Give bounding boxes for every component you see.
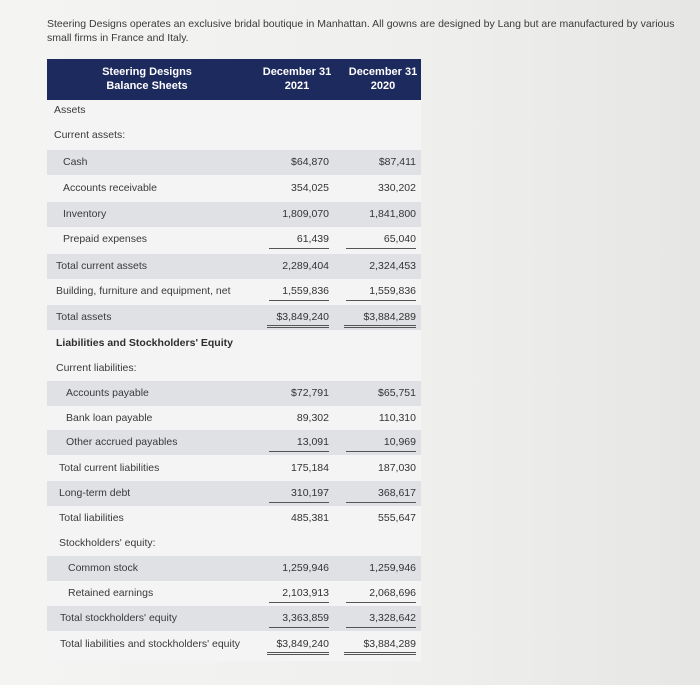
table-row [47, 98, 421, 123]
value-2021: 13,091 [269, 430, 329, 455]
table-row [47, 456, 421, 481]
table-row [47, 606, 421, 631]
table-row [47, 506, 421, 531]
value-2020: 3,328,642 [352, 606, 416, 631]
value-2021: $72,791 [291, 387, 329, 399]
row-label: Total liabilities [59, 512, 124, 524]
row-label: Total current liabilities [59, 462, 160, 474]
value-2020: 330,202 [378, 182, 416, 194]
row-label: Total current assets [56, 260, 148, 272]
value-2020: 368,617 [352, 481, 416, 506]
table-row [47, 556, 421, 581]
value-2021: $3,849,240 [269, 632, 329, 657]
value-2021: 175,184 [291, 462, 329, 474]
row-label: Total stockholders' equity [60, 612, 177, 624]
value-2020: 65,040 [352, 227, 416, 252]
row-label: Cash [63, 156, 88, 168]
row-label: Current liabilities: [56, 362, 137, 374]
table-row [47, 305, 421, 330]
table-row [47, 279, 421, 304]
row-label: Assets [54, 104, 86, 116]
header-col2-line2: 2020 [370, 80, 396, 92]
row-label: Long-term debt [59, 487, 131, 499]
row-label: Accounts receivable [63, 182, 157, 194]
value-2020: 110,310 [378, 412, 416, 424]
row-label: Retained earnings [68, 587, 154, 599]
value-2021: $64,870 [291, 156, 329, 168]
table-row [47, 176, 421, 201]
value-2021: 2,289,404 [282, 260, 329, 272]
table-row [47, 254, 421, 279]
row-label: Stockholders' equity: [59, 537, 156, 549]
value-2021: 61,439 [269, 227, 329, 252]
value-2021: 1,259,946 [282, 562, 329, 574]
table-row [47, 150, 421, 175]
value-2020: 2,068,696 [352, 581, 416, 606]
table-row [47, 632, 421, 657]
header-title [67, 65, 227, 93]
table-row [47, 581, 421, 606]
table-row [47, 331, 421, 356]
balance-sheet-table [47, 59, 421, 661]
value-2021: 485,381 [291, 512, 329, 524]
value-2021: 1,559,836 [269, 279, 329, 304]
table-row [47, 531, 421, 556]
table-row [47, 481, 421, 506]
header-title-line1: Steering Designs [102, 66, 192, 78]
header-col-2020 [342, 65, 424, 93]
header-col2-line1: December 31 [348, 66, 418, 78]
row-label: Inventory [63, 208, 107, 220]
table-row [47, 356, 421, 381]
table-header [47, 59, 421, 100]
value-2020: $87,411 [378, 156, 416, 168]
header-title-line2: Balance Sheets [106, 80, 188, 92]
row-label: Bank loan payable [66, 412, 153, 424]
row-label: Other accrued payables [66, 436, 178, 448]
value-2021: 89,302 [296, 412, 329, 424]
value-2020: $65,751 [378, 387, 416, 399]
row-label: Common stock [68, 562, 139, 574]
table-row [47, 227, 421, 252]
table-row [47, 406, 421, 431]
value-2020: 10,969 [352, 430, 416, 455]
intro-text: Steering Designs operates an exclusive bridal boutique in Manhattan. All gowns are designed by Lang but are manufactured by various small firms in France and Italy. [47, 18, 675, 44]
value-2021: 3,363,859 [269, 606, 329, 631]
value-2021: 2,103,913 [269, 581, 329, 606]
header-col-2021 [257, 65, 337, 93]
value-2020: 1,259,946 [369, 562, 416, 574]
value-2021: 354,025 [291, 182, 329, 194]
value-2020: 555,647 [378, 512, 416, 524]
table-row [47, 123, 421, 148]
row-label: Prepaid expenses [63, 233, 148, 245]
value-2021: 1,809,070 [282, 208, 329, 220]
value-2020: 187,030 [378, 462, 416, 474]
row-label: Building, furniture and equipment, net [56, 285, 231, 297]
value-2020: 2,324,453 [369, 260, 416, 272]
header-col1-line1: December 31 [262, 66, 332, 78]
value-2020: 1,559,836 [352, 279, 416, 304]
table-row [47, 202, 421, 227]
value-2020: $3,884,289 [352, 632, 416, 657]
value-2021: 310,197 [269, 481, 329, 506]
table-row [47, 430, 421, 455]
value-2020: 1,841,800 [369, 208, 416, 220]
row-label: Total liabilities and stockholders' equity [60, 638, 241, 650]
row-label: Current assets: [54, 129, 126, 141]
row-label: Total assets [56, 311, 112, 323]
value-2021: $3,849,240 [269, 305, 329, 330]
table-row [47, 381, 421, 406]
header-col1-line2: 2021 [284, 80, 310, 92]
row-label: Accounts payable [66, 387, 149, 399]
value-2020: $3,884,289 [352, 305, 416, 330]
row-label: Liabilities and Stockholders' Equity [56, 337, 233, 349]
